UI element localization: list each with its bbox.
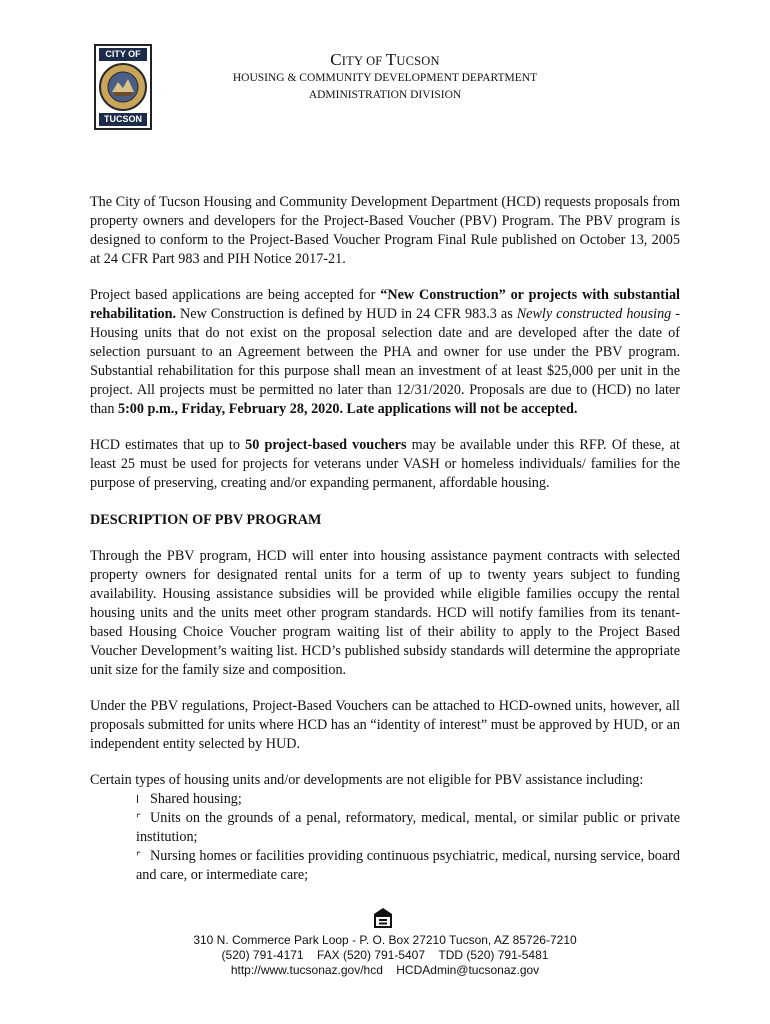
letterhead bbox=[200, 50, 570, 104]
page-title: CITY OF TUCSON bbox=[330, 50, 440, 69]
footer bbox=[100, 933, 670, 978]
bullet-icon: l bbox=[136, 793, 140, 806]
division-name: ADMINISTRATION DIVISION bbox=[308, 89, 462, 101]
logo-bottom-text: TUCSON bbox=[104, 114, 142, 124]
vouchers-paragraph: HCD estimates that up to 50 project-based vouchers may be available under this RFP. Of these, at least 25 must be used for projects for veterans under VASH or homeless individuals/ families for the purpose of preserving, creating and/or expanding permanent, affordable housing. bbox=[90, 437, 680, 491]
logo-top-text: CITY OF bbox=[105, 49, 141, 59]
city-of-tucson-logo bbox=[94, 44, 152, 130]
footer-contact bbox=[100, 963, 670, 978]
equal-housing-icon bbox=[372, 906, 394, 928]
email-link[interactable]: HCDAdmin@tucsonaz.gov bbox=[396, 963, 540, 977]
list-item: ⌜ Units on the grounds of a penal, reformatory, medical, mental, or similar public or private institution; bbox=[136, 810, 680, 845]
ineligible-list bbox=[136, 790, 680, 885]
list-item: l Shared housing; bbox=[136, 791, 242, 807]
footer-address: 310 N. Commerce Park Loop - P. O. Box 27210 Tucson, AZ 85726-7210 bbox=[193, 933, 577, 947]
document-body bbox=[90, 193, 680, 885]
program-description-paragraph: Through the PBV program, HCD will enter into housing assistance payment contracts with selected property owners for designated rental units for a term of up to twenty years subject to funding availability. Housing assistance subsidies will be provided while eligible families occupy the rental housing units and the units meet other program standards. HCD will notify families from its tenant-based Housing Choice Voucher program waiting list of their ability to apply to the Project Based Voucher Development’s waiting list. HCD’s published subsidy standards will determine the appropriate unit size for the family size and composition. bbox=[90, 548, 680, 678]
bullet-icon: ⌜ bbox=[136, 850, 142, 863]
applications-paragraph: Project based applications are being accepted for “New Construction” or projects with substantial rehabilitation. New Construction is defined by HUD in 24 CFR 983.3 as Newly constructed housing - Housing units that do not exist on the proposal selection date and are developed after the date of selection pursuant to an Agreement between the PHA and owner for use under the PBV program. Substantial rehabilitation for this purpose shall mean an investment of at least $25,000 per unit in the project. All projects must be permitted no later than 12/31/2020. Proposals are due to (HCD) no later than 5:00 p.m., Friday, February 28, 2020. Late applications will not be accepted. bbox=[90, 287, 680, 417]
intro-paragraph: The City of Tucson Housing and Community Development Department (HCD) requests proposals from property owners and developers for the Project-Based Voucher (PBV) Program. The PBV program is designed to conform to the Project-Based Voucher Program Final Rule published on October 13, 2005 at 24 CFR Part 983 and PIH Notice 2017-21. bbox=[90, 194, 680, 267]
bullet-icon: ⌜ bbox=[136, 812, 142, 825]
department-name: HOUSING & COMMUNITY DEVELOPMENT DEPARTMENT bbox=[232, 72, 538, 84]
list-item: ⌜ Nursing homes or facilities providing continuous psychiatric, medical, nursing service, board and care, or intermediate care; bbox=[136, 848, 680, 883]
ineligible-intro: Certain types of housing units and/or developments are not eligible for PBV assistance including: bbox=[90, 772, 644, 788]
website-link[interactable]: http://www.tucsonaz.gov/hcd bbox=[230, 963, 383, 977]
regulations-paragraph: Under the PBV regulations, Project-Based Vouchers can be attached to HCD-owned units, however, all proposals submitted for units where HCD has an “identity of interest” must be approved by HUD, or an independent entity selected by HUD. bbox=[90, 698, 680, 752]
section-heading: DESCRIPTION OF PBV PROGRAM bbox=[90, 512, 322, 528]
footer-phones: (520) 791-4171 FAX (520) 791-5407 TDD (520) 791-5481 bbox=[221, 948, 549, 962]
